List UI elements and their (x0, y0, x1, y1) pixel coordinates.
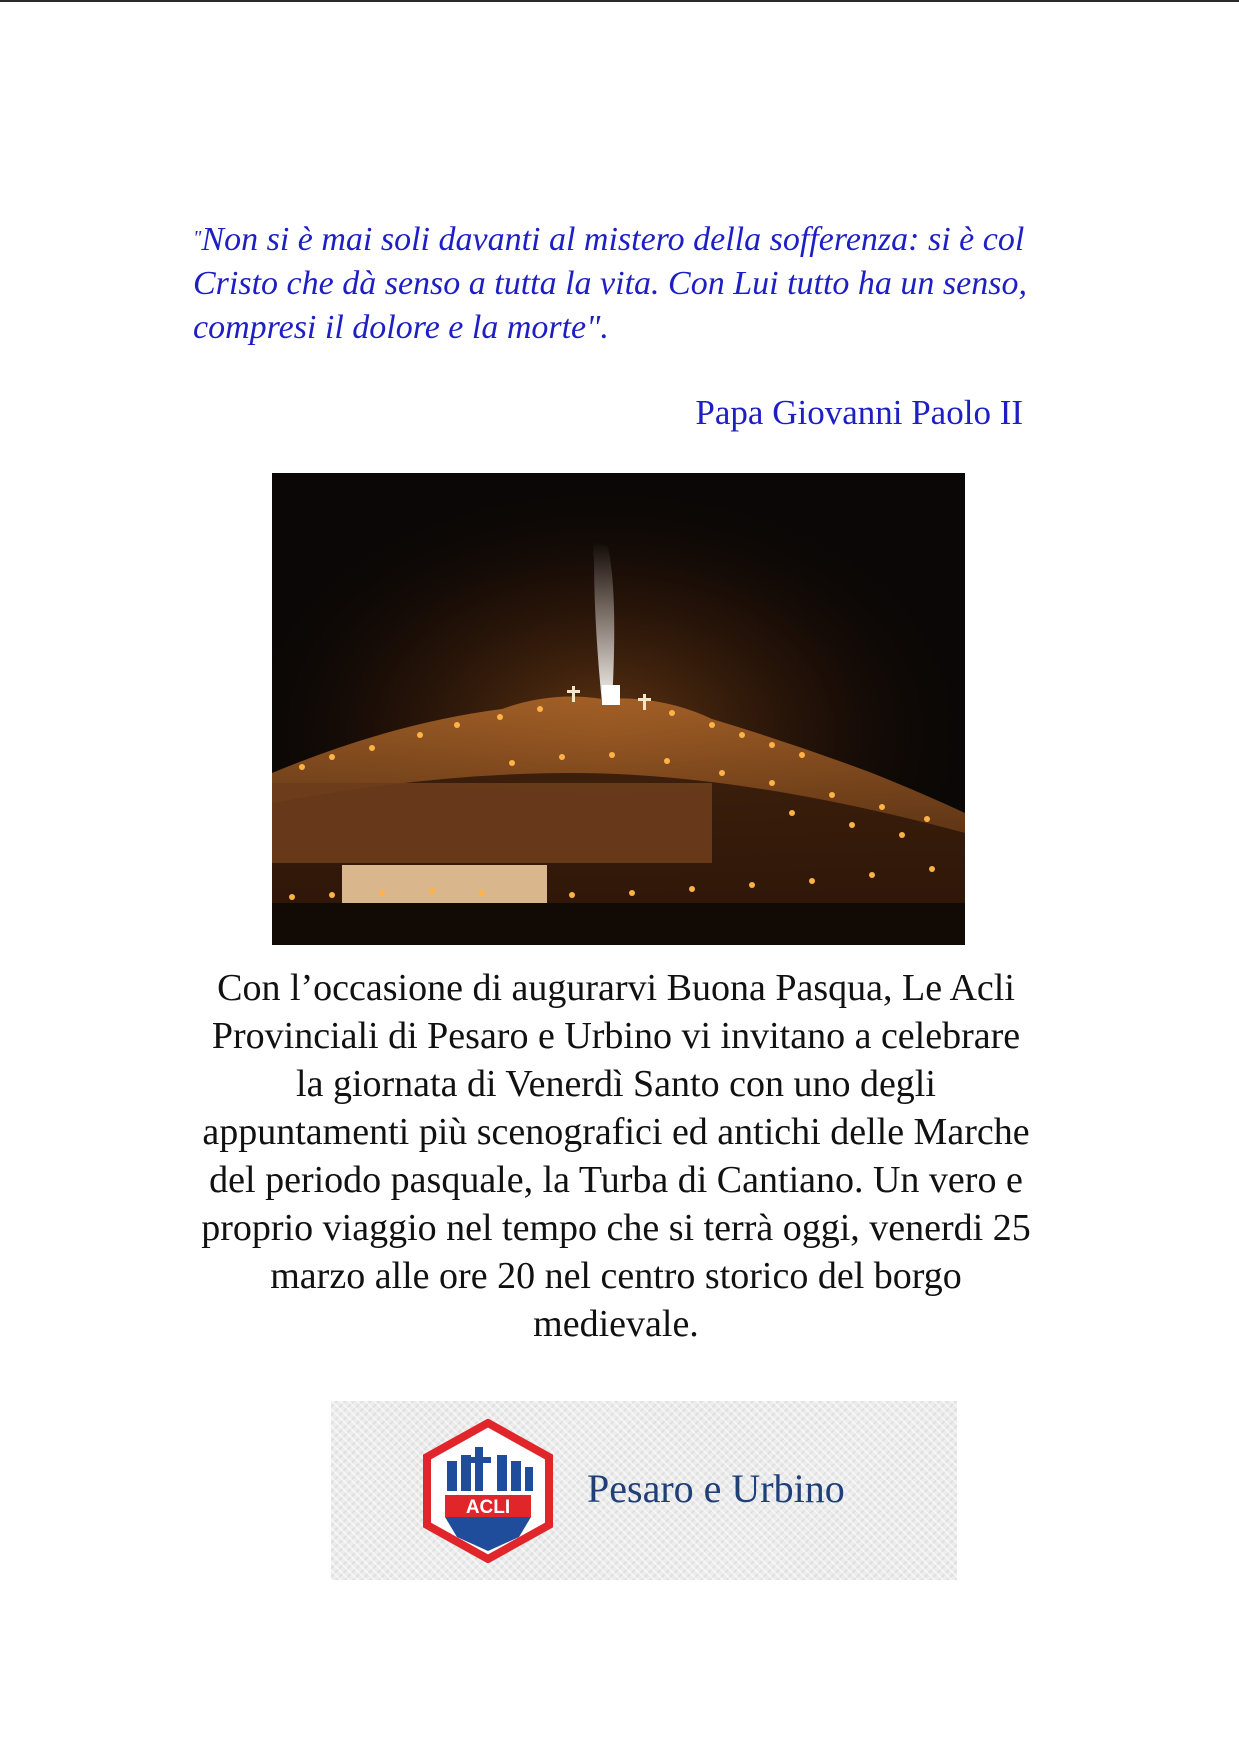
acli-acronym: ACLI (465, 1497, 511, 1518)
night-hillside-photo (272, 473, 965, 945)
quote-text: Non si è mai soli davanti al mistero della sofferenza: si è col Cristo che dà senso a tutta la vita. Con Lui tutto ha un senso, compresi il dolore e la morte". (193, 221, 1027, 346)
invitation-text: Con l’occasione di augurarvi Buona Pasqua, Le Acli Provinciali di Pesaro e Urbino vi invitano a celebrare la giornata di Venerdì Santo con uno degli appuntamenti più scenografici ed antichi delle Marche del periodo pasquale, la Turba di Cantiano. Un vero e proprio viaggio nel tempo che si terrà oggi, venerdi 25 marzo alle ore 20 nel centro storico del borgo medievale. (201, 967, 1031, 1345)
acli-logo-banner (331, 1401, 957, 1580)
quote-open-mark: " (193, 227, 202, 249)
acli-logo-icon (419, 1419, 557, 1568)
quote (193, 216, 1053, 350)
top-rule (0, 0, 1239, 2)
quote-author: Papa Giovanni Paolo II (695, 393, 1023, 432)
logo-region-text: Pesaro e Urbino (587, 1466, 845, 1511)
